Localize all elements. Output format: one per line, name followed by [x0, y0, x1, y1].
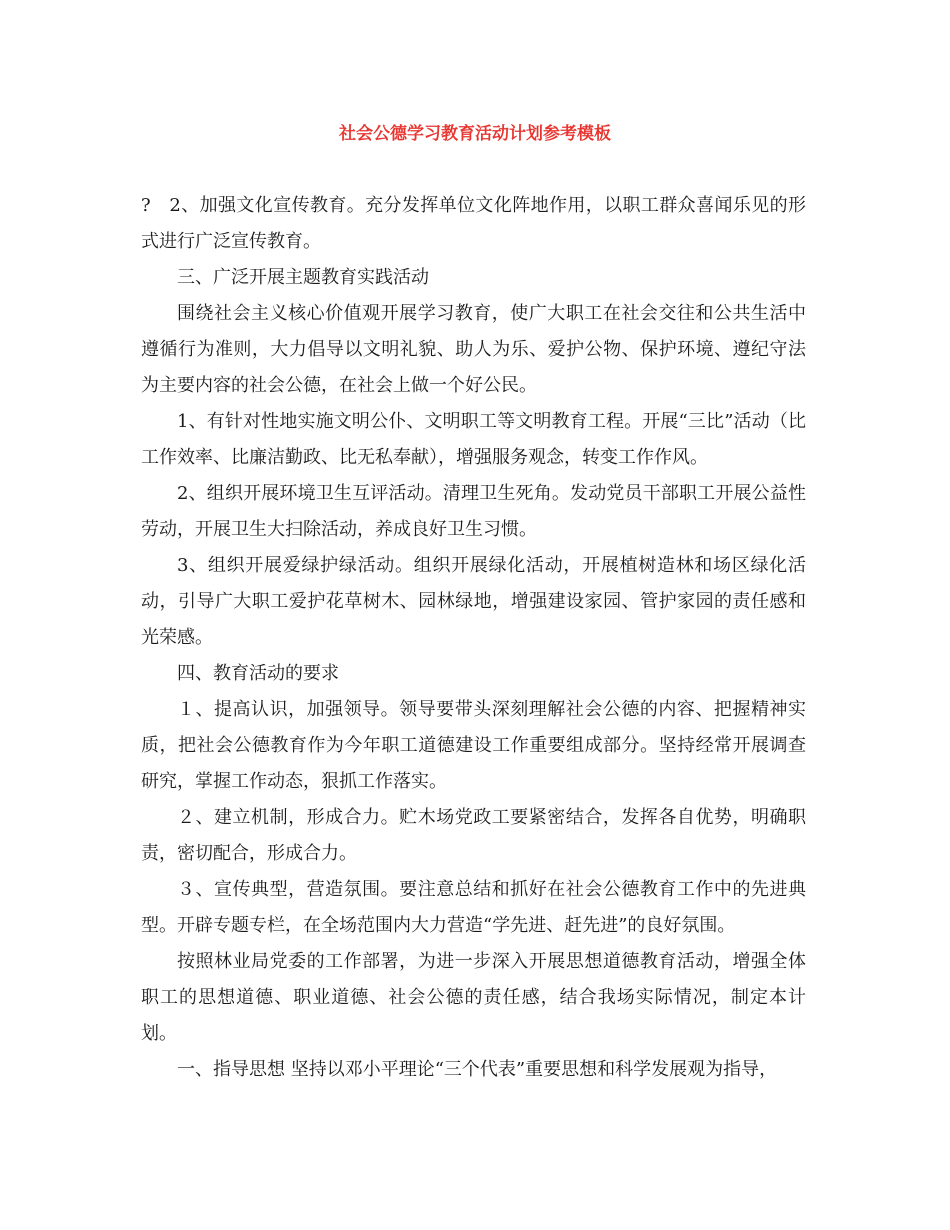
document-title: 社会公德学习教育活动计划参考模板: [339, 124, 611, 144]
paragraph: 2、组织开展环境卫生互评活动。清理卫生死角。发动党员干部职工开展公益性劳动，开展卫生大扫除活动，养成良好卫生习惯。: [141, 483, 806, 540]
paragraph: 1、有针对性地实施文明公仆、文明职工等文明教育工程。开展“三比”活动（比工作效率、比廉洁勤政、比无私奉献），增强服务观念，转变工作作风。: [141, 411, 806, 468]
section-heading: 三、广泛开展主题教育实践活动: [177, 267, 429, 288]
paragraph: 按照林业局党委的工作部署，为进一步深入开展思想道德教育活动，增强全体职工的思想道德、职业道德、社会公德的责任感，结合我场实际情况，制定本计划。: [141, 951, 806, 1044]
paragraph: ３、宣传典型，营造氛围。要注意总结和抓好在社会公德教育工作中的先进典型。开辟专题专栏，在全场范围内大力营造“学先进、赶先进”的良好氛围。: [141, 879, 806, 936]
paragraph: 一、指导思想 坚持以邓小平理论“三个代表”重要思想和科学发展观为指导，: [177, 1059, 778, 1080]
paragraph: 3、组织开展爱绿护绿活动。组织开展绿化活动，开展植树造林和场区绿化活动，引导广大职工爱护花草树木、园林绿地，增强建设家园、管护家园的责任感和光荣感。: [141, 555, 806, 648]
document-body: [141, 188, 806, 1088]
paragraph: １、提高认识，加强领导。领导要带头深刻理解社会公德的内容、把握精神实质，把社会公德教育作为今年职工道德建设工作重要组成部分。坚持经常开展调查研究，掌握工作动态，狠抓工作落实。: [141, 699, 806, 792]
section-heading: 四、教育活动的要求: [177, 663, 339, 684]
paragraph: ２、建立机制，形成合力。贮木场党政工要紧密结合，发挥各自优势，明确职责，密切配合，形成合力。: [141, 807, 806, 864]
paragraph: 围绕社会主义核心价值观开展学习教育，使广大职工在社会交往和公共生活中遵循行为准则，大力倡导以文明礼貌、助人为乐、爱护公物、保护环境、遵纪守法为主要内容的社会公德，在社会上做一个好公民。: [141, 303, 806, 396]
paragraph: ? 2、加强文化宣传教育。充分发挥单位文化阵地作用，以职工群众喜闻乐见的形式进行广泛宣传教育。: [141, 195, 806, 252]
